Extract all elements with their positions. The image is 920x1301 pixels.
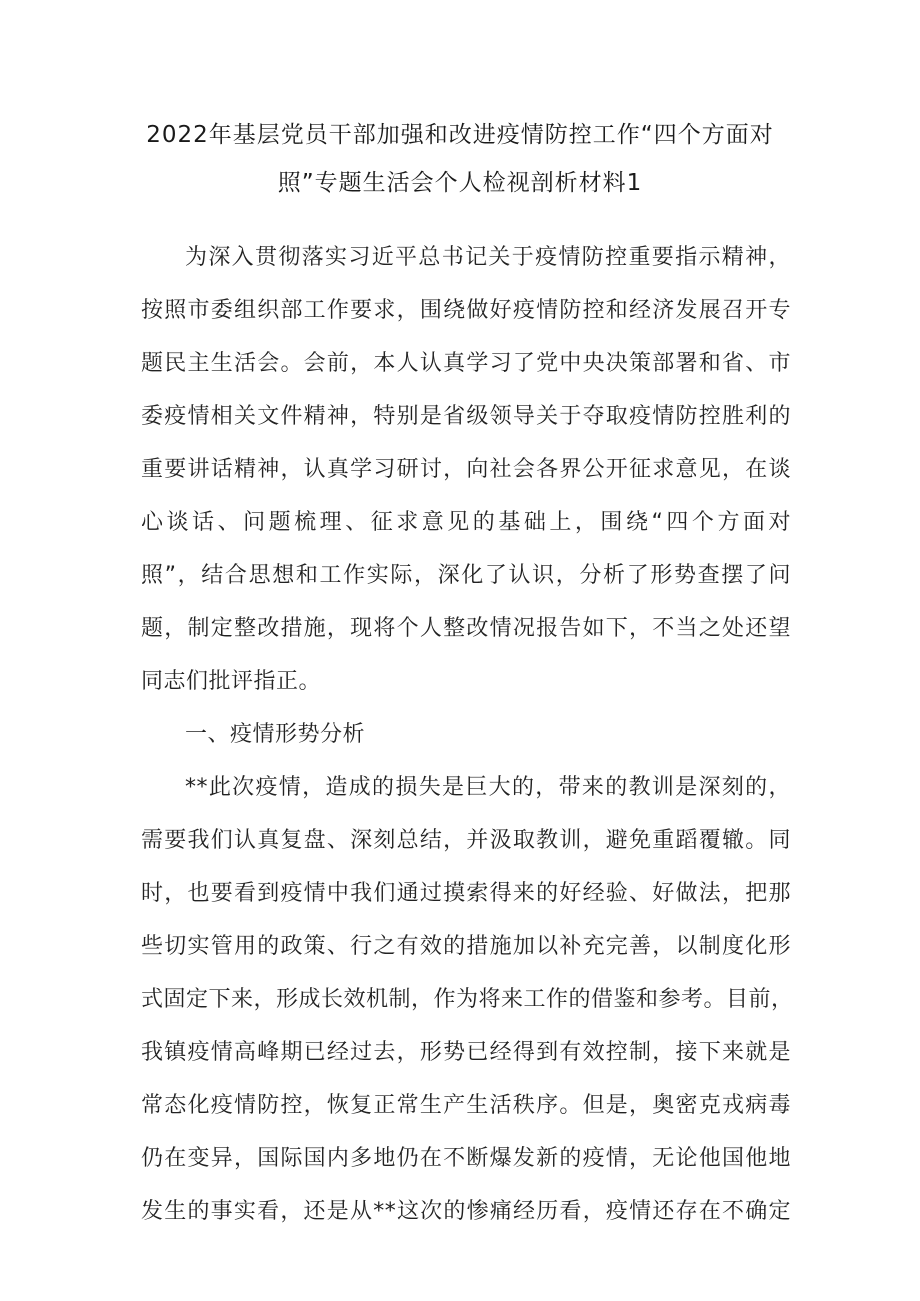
body-line: 同志们批评指正。 — [141, 669, 322, 694]
body-line: 时，也要看到疫情中我们通过摸索得来的好经验、好做法，把那 — [141, 881, 791, 906]
body-line: **此次疫情，造成的损失是巨大的，带来的教训是深刻的， — [185, 775, 791, 800]
body-line: 我镇疫情高峰期已经过去，形势已经得到有效控制，接下来就是 — [141, 1040, 791, 1065]
body-line: 按照市委组织部工作要求，围绕做好疫情防控和经济发展召开专 — [141, 298, 791, 323]
body-line: 委疫情相关文件精神，特别是省级领导关于夺取疫情防控胜利的 — [141, 404, 791, 429]
body-line: 题民主生活会。会前，本人认真学习了党中央决策部署和省、市 — [141, 351, 791, 376]
document-body — [141, 231, 794, 1238]
body-line: 照”，结合思想和工作实际，深化了认识，分析了形势查摆了问 — [141, 563, 791, 588]
body-line: 为深入贯彻落实习近平总书记关于疫情防控重要指示精神， — [185, 245, 791, 270]
body-line: 常态化疫情防控，恢复正常生产生活秩序。但是，奥密克戎病毒 — [141, 1093, 791, 1118]
body-line: 式固定下来，形成长效机制，作为将来工作的借鉴和参考。目前， — [141, 987, 794, 1012]
document-title-line-2: 照”专题生活会个人检视剖析材料1 — [277, 170, 643, 196]
document-title-line-1: 2022年基层党员干部加强和改进疫情防控工作“四个方面对 — [146, 122, 774, 148]
body-line: 心谈话、问题梳理、征求意见的基础上，围绕“四个方面对 — [141, 510, 791, 535]
body-line: 仍在变异，国际国内多地仍在不断爆发新的疫情，无论他国他地 — [141, 1146, 791, 1171]
body-line: 题，制定整改措施，现将个人整改情况报告如下，不当之处还望 — [141, 616, 791, 641]
body-line: 重要讲话精神，认真学习研讨，向社会各界公开征求意见，在谈 — [141, 457, 791, 482]
body-line: 发生的事实看，还是从**这次的惨痛经历看，疫情还存在不确定 — [141, 1199, 791, 1224]
section-heading: 一、疫情形势分析 — [185, 722, 366, 747]
body-line: 需要我们认真复盘、深刻总结，并汲取教训，避免重蹈覆辙。同 — [141, 828, 791, 853]
body-line: 些切实管用的政策、行之有效的措施加以补充完善，以制度化形 — [141, 934, 791, 959]
